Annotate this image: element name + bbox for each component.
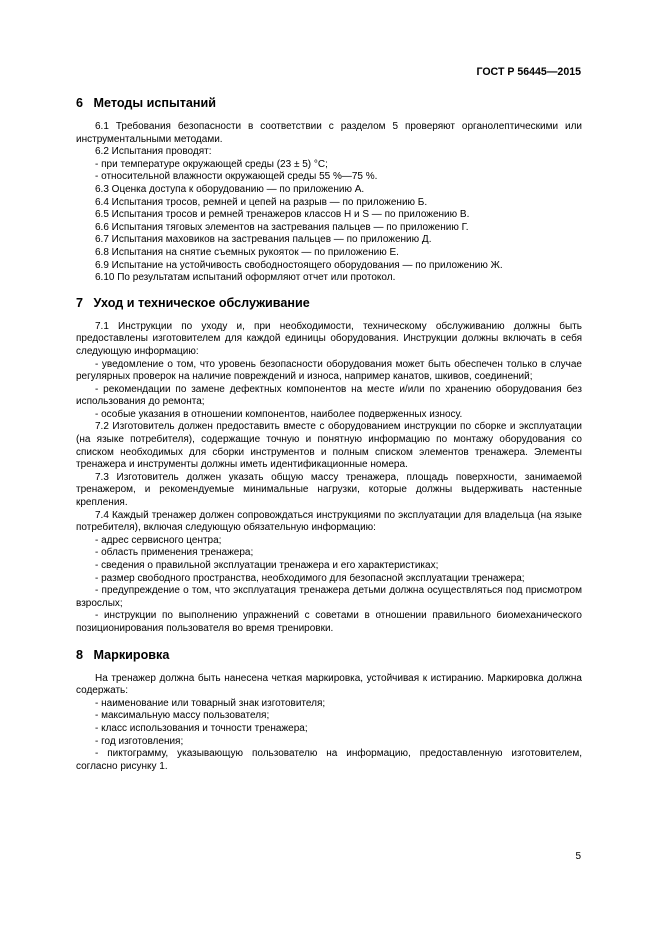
paragraph: 7.1 Инструкции по уходу и, при необходимости, техническому обслуживанию должны быть предоставлены изготовителем для каждой единицы оборудования. Инструкции должны включать в себя следующую информацию: xyxy=(76,320,582,357)
page-content xyxy=(76,96,582,773)
list-item: - рекомендации по замене дефектных компонентов на месте и/или по хранению оборудования без использования до ремонта; xyxy=(76,383,582,408)
paragraph: На тренажер должна быть нанесена четкая маркировка, устойчивая к истиранию. Маркировка должна содержать: xyxy=(76,672,582,697)
list-item: - при температуре окружающей среды (23 ± 5) °С; xyxy=(95,158,328,170)
paragraph: 7.4 Каждый тренажер должен сопровождаться инструкциями по эксплуатации для владельца (на языке потребителя), включая следующую обязательную информацию: xyxy=(76,509,582,534)
list-item: - пиктограмму, указывающую пользователю на информацию, предоставленную изготовителем, согласно рисунку 1. xyxy=(76,748,582,772)
paragraph: 6.4 Испытания тросов, ремней и цепей на разрыв — по приложению Б. xyxy=(95,196,428,208)
paragraph: 6.9 Испытание на устойчивость свободностоящего оборудования — по приложению Ж. xyxy=(95,259,503,271)
paragraph: 6.2 Испытания проводят: xyxy=(95,146,212,158)
paragraph: 6.8 Испытания на снятие съемных рукояток — по приложению Е. xyxy=(95,246,399,258)
list-item: - адрес сервисного центра; xyxy=(95,534,222,546)
paragraph: 6.6 Испытания тяговых элементов на застревания пальцев — по приложению Г. xyxy=(95,221,469,233)
list-item: - наименование или товарный знак изготовителя; xyxy=(95,697,326,709)
section-number: 7 xyxy=(76,295,84,310)
document-id: ГОСТ Р 56445—2015 xyxy=(476,66,581,78)
section-title: Методы испытаний xyxy=(93,96,216,110)
paragraph: 6.3 Оценка доступа к оборудованию — по приложению А. xyxy=(95,183,365,195)
paragraph: 7.3 Изготовитель должен указать общую массу тренажера, площадь поверхности, занимаемой тренажером, и рекомендуемые минимальные нагрузки, которые должны выдерживать настенные крепления. xyxy=(76,471,582,509)
list-item: - особые указания в отношении компонентов, наиболее подверженных износу. xyxy=(95,408,463,420)
list-item: - уведомление о том, что уровень безопасности оборудования может быть обеспечен только в случае регулярных проверок на наличие повреждений и износа, например канатов, шкивов, соединений; xyxy=(76,358,582,383)
paragraph: 6.1 Требования безопасности в соответствии с разделом 5 проверяют органолептическими или инструментальными методами. xyxy=(76,121,582,145)
section-number: 8 xyxy=(76,647,84,662)
list-item: - предупреждение о том, что эксплуатация тренажера детьми должна осуществляться под присмотром взрослых; xyxy=(76,585,582,609)
list-item: - размер свободного пространства, необходимого для безопасной эксплуатации тренажера; xyxy=(95,572,525,584)
paragraph: 7.2 Изготовитель должен предоставить вместе с оборудованием инструкции по сборке и эксплуатации (на языке потребителя), содержащие точную и понятную информацию по монтажу оборудования со списком необходимых для сборки инструментов и полным списком элементов тренажера. Элементы тренажера и инструменты должны иметь идентификационные номера. xyxy=(76,421,582,471)
section-8 xyxy=(76,648,582,774)
list-item: - инструкции по выполнению упражнений с советами в отношении правильного биомеханического позиционирования пользователя во время тренировки. xyxy=(76,610,582,634)
section-title: Маркировка xyxy=(93,647,170,662)
section-title: Уход и техническое обслуживание xyxy=(93,295,310,310)
section-heading xyxy=(76,296,582,311)
section-heading xyxy=(76,648,582,663)
list-item: - область применения тренажера; xyxy=(95,547,254,559)
list-item: - класс использования и точности тренажера; xyxy=(95,722,308,734)
paragraph: 6.5 Испытания тросов и ремней тренажеров классов H и S — по приложению В. xyxy=(95,209,470,221)
list-item: - максимальную массу пользователя; xyxy=(95,710,270,722)
list-item: - относительной влажности окружающей среды 55 %—75 %. xyxy=(95,171,378,183)
section-heading xyxy=(76,96,582,111)
section-7 xyxy=(76,296,582,636)
paragraph: 6.10 По результатам испытаний оформляют отчет или протокол. xyxy=(95,272,396,284)
page-number: 5 xyxy=(575,851,581,862)
list-item: - сведения о правильной эксплуатации тренажера и его характеристиках; xyxy=(95,560,439,571)
list-item: - год изготовления; xyxy=(95,735,184,747)
section-6 xyxy=(76,96,582,285)
paragraph: 6.7 Испытания маховиков на застревания пальцев — по приложению Д. xyxy=(95,234,432,246)
section-number: 6 xyxy=(76,96,84,110)
